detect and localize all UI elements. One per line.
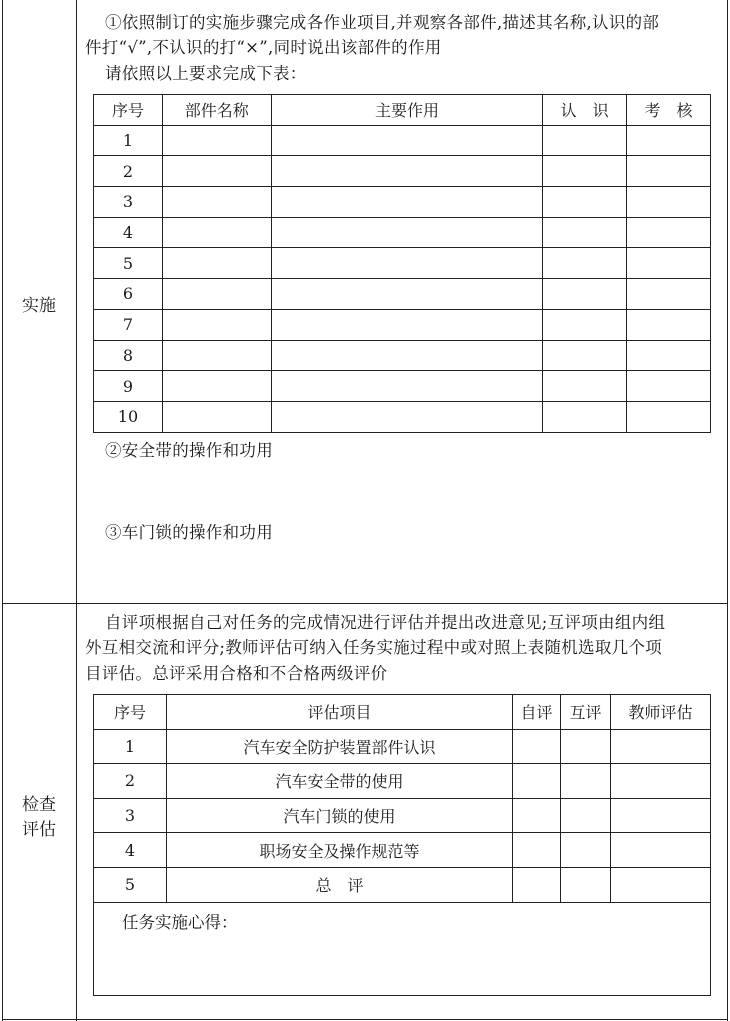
function-cell[interactable]: [271, 401, 542, 432]
table-row: [94, 248, 711, 279]
section-divider: [2, 603, 728, 604]
recognize-cell[interactable]: [543, 309, 627, 340]
outer-right-border: [727, 0, 728, 1021]
assess-cell[interactable]: [627, 401, 711, 432]
row-number: 5: [94, 248, 163, 279]
row-number: 1: [94, 125, 163, 156]
header-part-name: 部件名称: [162, 95, 271, 126]
recognize-cell[interactable]: [543, 340, 627, 371]
function-cell[interactable]: [271, 248, 542, 279]
component-table: [93, 94, 711, 433]
table-row: [94, 187, 711, 218]
table-row: [94, 309, 711, 340]
table-row: [94, 340, 711, 371]
header-recognize: 认 识: [543, 95, 627, 126]
reflection-box[interactable]: [94, 902, 711, 995]
table-row: [94, 217, 711, 248]
part-name-cell[interactable]: [162, 340, 271, 371]
table-row: [94, 401, 711, 432]
assess-cell[interactable]: [627, 217, 711, 248]
eval-row-number: 3: [94, 798, 167, 833]
teacher-eval-cell[interactable]: [611, 729, 711, 764]
table-row: [94, 371, 711, 402]
implement-section-label: 实施: [22, 296, 56, 316]
self-eval-cell[interactable]: [513, 798, 561, 833]
row-number: 3: [94, 187, 163, 218]
evaluation-table-header-row: [94, 695, 711, 730]
component-table-header-row: [94, 95, 711, 126]
self-eval-cell[interactable]: [513, 764, 561, 799]
evaluate-para-line3: 目评估。总评采用合格和不合格两级评价: [85, 664, 388, 683]
eval-row-number: 4: [94, 833, 167, 868]
eval-row-number: 2: [94, 764, 167, 799]
evaluate-para-line1: 自评项根据自己对任务的完成情况进行评估并提出改进意见;互评项由组内组: [105, 613, 666, 632]
part-name-cell[interactable]: [162, 279, 271, 310]
recognize-cell[interactable]: [543, 371, 627, 402]
table-row: [94, 729, 711, 764]
outer-left-border: [2, 0, 3, 1021]
evaluation-table: [93, 694, 711, 996]
part-name-cell[interactable]: [162, 187, 271, 218]
table-row: [94, 833, 711, 868]
eval-item-name: 汽车安全防护装置部件认识: [167, 729, 513, 764]
row-number: 6: [94, 279, 163, 310]
eval-header-item: 评估项目: [167, 695, 513, 730]
implement-intro-line1: ①依照制订的实施步骤完成各作业项目,并观察各部件,描述其名称,认识的部: [105, 13, 660, 32]
assess-cell[interactable]: [627, 187, 711, 218]
evaluate-section-label-line1: 检查: [22, 795, 56, 815]
function-cell[interactable]: [271, 217, 542, 248]
evaluate-para-line2: 外互相交流和评分;教师评估可纳入任务实施过程中或对照上表随机选取几个项: [85, 638, 663, 657]
header-no: 序号: [94, 95, 163, 126]
recognize-cell[interactable]: [543, 187, 627, 218]
table-row: [94, 764, 711, 799]
assess-cell[interactable]: [627, 279, 711, 310]
part-name-cell[interactable]: [162, 248, 271, 279]
part-name-cell[interactable]: [162, 309, 271, 340]
eval-item-name: 汽车门锁的使用: [167, 798, 513, 833]
assess-cell[interactable]: [627, 248, 711, 279]
eval-item-name: 汽车安全带的使用: [167, 764, 513, 799]
recognize-cell[interactable]: [543, 401, 627, 432]
table-row: [94, 279, 711, 310]
peer-eval-cell[interactable]: [561, 833, 611, 868]
recognize-cell[interactable]: [543, 217, 627, 248]
peer-eval-cell[interactable]: [561, 764, 611, 799]
part-name-cell[interactable]: [162, 156, 271, 187]
eval-header-self: 自评: [513, 695, 561, 730]
eval-header-peer: 互评: [561, 695, 611, 730]
self-eval-cell[interactable]: [513, 833, 561, 868]
header-assess: 考 核: [627, 95, 711, 126]
assess-cell[interactable]: [627, 371, 711, 402]
part-name-cell[interactable]: [162, 125, 271, 156]
evaluate-section-label-line2: 评估: [22, 820, 56, 840]
self-eval-cell[interactable]: [513, 867, 561, 902]
label-column-divider: [76, 0, 77, 1021]
table-row: [94, 125, 711, 156]
eval-row-number: 5: [94, 867, 167, 902]
peer-eval-cell[interactable]: [561, 729, 611, 764]
assess-cell[interactable]: [627, 309, 711, 340]
assess-cell[interactable]: [627, 125, 711, 156]
eval-row-number: 1: [94, 729, 167, 764]
implement-intro-line3: 请依照以上要求完成下表：: [105, 64, 307, 83]
implement-intro-line2: 件打“√”,不认识的打“×”,同时说出该部件的作用: [85, 38, 442, 57]
doorlock-item: ③车门锁的操作和功用: [105, 523, 273, 542]
function-cell[interactable]: [271, 340, 542, 371]
table-row: [94, 798, 711, 833]
assess-cell[interactable]: [627, 340, 711, 371]
row-number: 2: [94, 156, 163, 187]
recognize-cell[interactable]: [543, 279, 627, 310]
eval-header-teacher: 教师评估: [611, 695, 711, 730]
row-number: 10: [94, 401, 163, 432]
function-cell[interactable]: [271, 187, 542, 218]
function-cell[interactable]: [271, 125, 542, 156]
seatbelt-item: ②安全带的操作和功用: [105, 441, 273, 460]
peer-eval-cell[interactable]: [561, 798, 611, 833]
row-number: 8: [94, 340, 163, 371]
teacher-eval-cell[interactable]: [611, 867, 711, 902]
part-name-cell[interactable]: [162, 371, 271, 402]
reflection-label: 任务实施心得：: [122, 912, 238, 932]
self-eval-cell[interactable]: [513, 729, 561, 764]
function-cell[interactable]: [271, 279, 542, 310]
eval-item-name: 总 评: [167, 867, 513, 902]
recognize-cell[interactable]: [543, 248, 627, 279]
function-cell[interactable]: [271, 309, 542, 340]
recognize-cell[interactable]: [543, 156, 627, 187]
reflection-row: [94, 902, 711, 995]
assess-cell[interactable]: [627, 156, 711, 187]
table-row: [94, 867, 711, 902]
eval-header-no: 序号: [94, 695, 167, 730]
row-number: 9: [94, 371, 163, 402]
peer-eval-cell[interactable]: [561, 867, 611, 902]
eval-item-name: 职场安全及操作规范等: [167, 833, 513, 868]
function-cell[interactable]: [271, 156, 542, 187]
header-main-function: 主要作用: [271, 95, 542, 126]
part-name-cell[interactable]: [162, 401, 271, 432]
teacher-eval-cell[interactable]: [611, 764, 711, 799]
table-row: [94, 156, 711, 187]
row-number: 7: [94, 309, 163, 340]
part-name-cell[interactable]: [162, 217, 271, 248]
teacher-eval-cell[interactable]: [611, 833, 711, 868]
recognize-cell[interactable]: [543, 125, 627, 156]
teacher-eval-cell[interactable]: [611, 798, 711, 833]
function-cell[interactable]: [271, 371, 542, 402]
row-number: 4: [94, 217, 163, 248]
outer-bottom-border: [2, 1019, 728, 1020]
